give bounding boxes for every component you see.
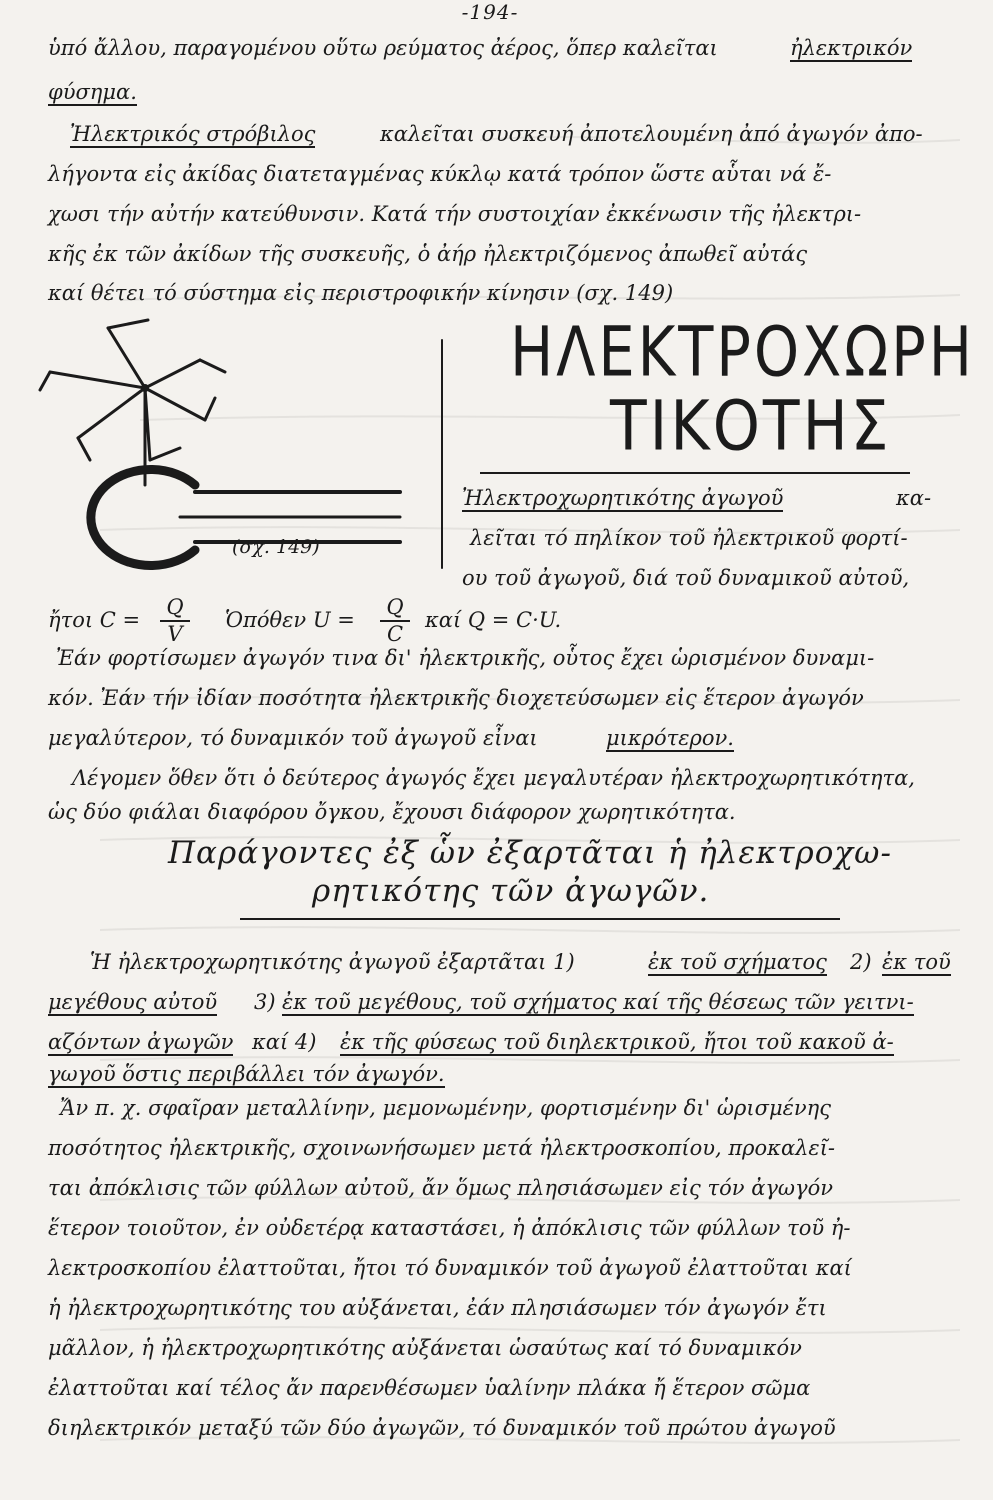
factor-shape: ἐκ τοῦ σχήματος [648, 950, 827, 974]
heading-rule [480, 472, 910, 474]
text-line-m3b: μικρότερον. [606, 726, 734, 750]
text-line-m2: κόν. Ἐάν τήν ἰδίαν ποσότητα ἠλεκτρικῆς διοχετεύσωμεν εἰς ἕτερον ἀγωγόν [48, 686, 864, 710]
text-line-5: χωσι τήν αὐτήν κατεύθυνσιν. Κατά τήν συστοιχίαν ἐκκένωσιν τῆς ἠλεκτρι- [48, 202, 862, 226]
fraction-q-over-v [160, 597, 190, 645]
text-line-q1: Ἄν π. χ. σφαῖραν μεταλλίνην, μεμονωμένην, φορτισμένην δι' ὡρισμένης [60, 1096, 831, 1120]
text-line-3b: καλεῖται συσκευή ἀποτελουμένη ἀπό ἀγωγόν ἀπο- [380, 122, 923, 146]
fraction-denominator: V [167, 622, 183, 646]
factor-size-start: ἐκ τοῦ [882, 950, 951, 974]
text-line-p4: γωγοῦ ὅστις περιβάλλει τόν ἀγωγόν. [48, 1062, 445, 1086]
text-line-q4: ἕτερον τοιοῦτον, ἐν οὐδετέρᾳ καταστάσει, ἡ ἀπόκλισις τῶν φύλλων τοῦ ἠ- [48, 1216, 851, 1240]
fraction-numerator: Q [160, 597, 190, 622]
factor-number-4: καί 4) [252, 1030, 317, 1054]
text-line-4: λήγοντα εἰς ἀκίδας διατεταγμένας κύκλῳ κατά τρόπον ὥστε αὗται νά ἔ- [48, 162, 832, 186]
formula-middle: Ὁπόθεν U = [225, 608, 355, 632]
fraction-denominator: C [386, 622, 404, 646]
formula-prefix: ἤτοι C = [48, 608, 141, 632]
text-line-q9: διηλεκτρικόν μεταξύ τῶν δύο ἀγωγῶν, τό δυναμικόν τοῦ πρώτου ἀγωγοῦ [48, 1416, 836, 1440]
text-line-q8: ἐλαττοῦται καί τέλος ἄν παρενθέσωμεν ὑαλίνην πλάκα ἤ ἕτερον σῶμα [48, 1376, 811, 1400]
term-electric-whirl: Ἠλεκτρικός στρόβιλος [70, 122, 316, 146]
text-line-6: κῆς ἐκ τῶν ἀκίδων τῆς συσκευῆς, ὁ ἀήρ ἠλεκτριζόμενος ἀπωθεῖ αὐτάς [48, 242, 808, 266]
factor-number-3: 3) [254, 990, 276, 1014]
text-line-2: φύσημα. [48, 80, 137, 104]
section-title-rule [240, 918, 840, 920]
section-title-line1: Παράγοντες ἐξ ὧν ἐξαρτᾶται ἡ ἠλεκτροχω- [168, 835, 892, 871]
text-line-7: καί θέτει τό σύστημα εἰς περιστροφικήν κίνησιν (σχ. 149) [48, 281, 674, 305]
fraction-numerator: Q [380, 597, 410, 622]
text-line-q6: ἡ ἠλεκτροχωρητικότης του αὐξάνεται, ἐάν πλησιάσωμεν τόν ἀγωγόν ἔτι [48, 1296, 827, 1320]
formula-suffix: καί Q = C·U. [425, 608, 562, 632]
factor-size: μεγέθους αὐτοῦ [48, 990, 218, 1014]
text-line-1a: ὑπό ἄλλου, παραγομένου οὕτω ρεύματος ἀέρος, ὅπερ καλεῖται [48, 36, 718, 60]
section-title-line2: ρητικότης τῶν ἀγωγῶν. [312, 873, 710, 909]
factor-neighbors-end: αζόντων ἀγωγῶν [48, 1030, 234, 1054]
text-line-q5: λεκτροσκοπίου ἐλαττοῦται, ἤτοι τό δυναμικόν τοῦ ἀγωγοῦ ἐλαττοῦται καί [48, 1256, 852, 1280]
figure-caption: (σχ. 149) [232, 536, 320, 558]
text-line-p1a: Ἡ ἠλεκτροχωρητικότης ἀγωγοῦ ἐξαρτᾶται 1) [90, 950, 575, 974]
text-line-r1b: κα- [896, 486, 932, 510]
text-line-m5: ὡς δύο φιάλαι διαφόρου ὄγκου, ἔχουσι διάφορον χωρητικότητα. [48, 800, 736, 824]
text-line-m3a: μεγαλύτερον, τό δυναμικόν τοῦ ἀγωγοῦ εἶναι [48, 726, 538, 750]
text-line-q3: ται ἀπόκλισις τῶν φύλλων αὐτοῦ, ἄν ὅμως πλησιάσωμεν εἰς τόν ἀγωγόν [48, 1176, 834, 1200]
factor-dielectric: ἐκ τῆς φύσεως τοῦ διηλεκτρικοῦ, ἤτοι τοῦ κακοῦ ἀ- [340, 1030, 894, 1054]
text-line-1b: ἠλεκτρικόν [790, 36, 913, 60]
factor-neighbors: ἐκ τοῦ μεγέθους, τοῦ σχήματος καί τῆς θέσεως τῶν γειτνι- [282, 990, 914, 1014]
text-line-q7: μᾶλλον, ἡ ἠλεκτροχωρητικότης αὐξάνεται ὡσαύτως καί τό δυναμικόν [48, 1336, 802, 1360]
heading-electrocapacity-line2: ΤΙΚΟΤΗΣ [610, 386, 892, 467]
electric-whirl-figure [30, 310, 450, 570]
text-line-r2: λεῖται τό πηλίκον τοῦ ἠλεκτρικοῦ φορτί- [470, 526, 908, 550]
text-line-m1: Ἐάν φορτίσωμεν ἀγωγόν τινα δι' ἠλεκτρικῆς, οὗτος ἔχει ὡρισμένον δυναμι- [56, 646, 875, 670]
page-number: -194- [461, 0, 519, 24]
term-electrocapacity: Ἠλεκτροχωρητικότης ἀγωγοῦ [462, 486, 784, 510]
text-line-r3: ου τοῦ ἀγωγοῦ, διά τοῦ δυναμικοῦ αὐτοῦ, [462, 566, 910, 590]
fraction-q-over-c [380, 597, 410, 645]
text-line-q2: ποσότητος ἠλεκτρικῆς, σχοινωνήσωμεν μετά ἠλεκτροσκοπίου, προκαλεῖ- [48, 1136, 836, 1160]
heading-electrocapacity-line1: ΗΛΕΚΤΡΟΧΩΡΗ [510, 312, 975, 393]
factor-number-2: 2) [850, 950, 872, 974]
text-line-m4: Λέγομεν ὅθεν ὅτι ὁ δεύτερος ἀγωγός ἔχει μεγαλυτέραν ἠλεκτροχωρητικότητα, [72, 766, 915, 790]
